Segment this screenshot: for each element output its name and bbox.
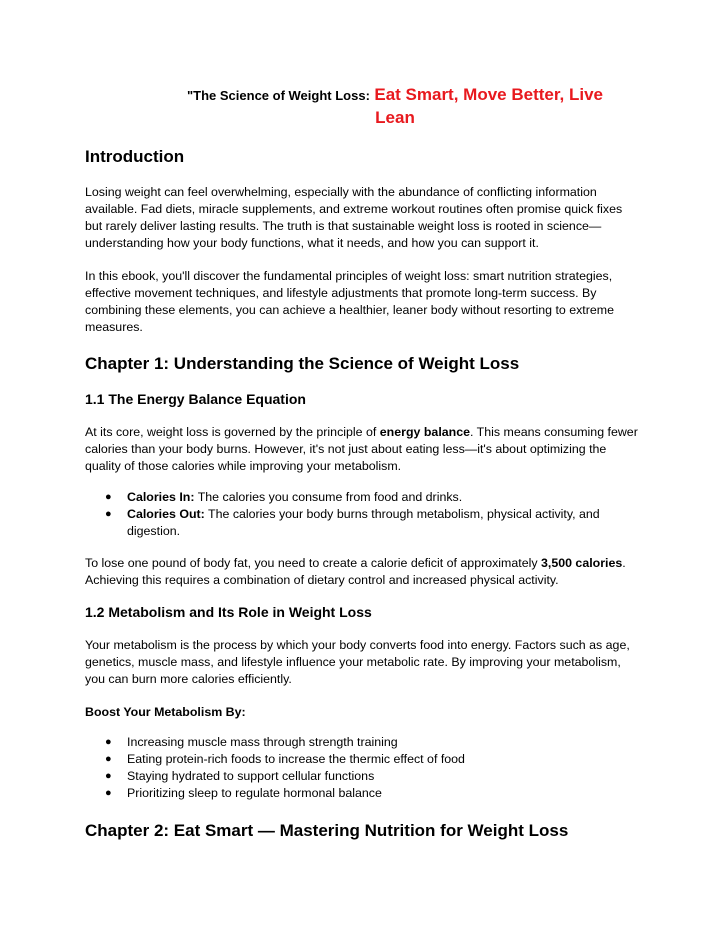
title-main-line1: Eat Smart, Move Better, Live [374,85,603,104]
bullet-icon: ● [105,736,112,748]
section-1-2-heading: 1.2 Metabolism and Its Role in Weight Loss [85,604,372,620]
bullet-icon: ● [105,770,112,782]
intro-paragraph-2: In this ebook, you'll discover the fundamental principles of weight loss: smart nutrition strategies, effective movement techniques, and lifestyle adjustments that promote long-term success. By combining these elements, you can achieve a healthier, leaner body without resorting to extreme measures. [85,269,614,334]
bullet-icon: ● [105,753,112,765]
metabolism-list [85,734,640,802]
intro-heading: Introduction [85,147,185,166]
chapter1-heading: Chapter 1: Understanding the Science of Weight Loss [85,354,520,373]
list-item: ● Calories Out: The calories your body burns through metabolism, physical activity, and digestion. [105,507,600,538]
bullet-icon: ● [105,491,112,503]
boost-metabolism-heading: Boost Your Metabolism By: [85,705,246,719]
chapter2-heading: Chapter 2: Eat Smart — Mastering Nutrition for Weight Loss [85,821,569,840]
intro-paragraph-1: Losing weight can feel overwhelming, especially with the abundance of conflicting information available. Fad diets, miracle supplements, and extreme workout routines often promise quick fixes but rarely deliver lasting results. The truth is that sustainable weight loss is rooted in science—understanding how your body functions, what it needs, and how you can support it. [85,185,623,250]
list-item: ● Prioritizing sleep to regulate hormonal balance [105,786,382,800]
section-1-1-heading: 1.1 The Energy Balance Equation [85,391,306,407]
bullet-icon: ● [105,508,112,520]
bullet-icon: ● [105,787,112,799]
list-item: ● Eating protein-rich foods to increase the thermic effect of food [105,752,465,766]
section-1-1-paragraph: At its core, weight loss is governed by the principle of energy balance. This means consuming fewer calories than your body burns. However, it's not just about eating less—it's about optimizing the quality of those calories while improving your metabolism. [85,425,638,473]
title-main-line2: Lean [375,108,415,127]
title-prefix: "The Science of Weight Loss: [187,88,370,103]
list-item: ● Staying hydrated to support cellular functions [105,769,375,783]
calorie-deficit-paragraph: To lose one pound of body fat, you need to create a calorie deficit of approximately 3,500 calories. Achieving this requires a combination of dietary control and increased physical activity. [85,556,626,587]
list-item: ● Increasing muscle mass through strength training [105,735,398,749]
document-title [150,84,640,130]
calories-list [85,489,640,540]
list-item: ● Calories In: The calories you consume from food and drinks. [105,490,463,504]
section-1-2-paragraph: Your metabolism is the process by which your body converts food into energy. Factors such as age, genetics, muscle mass, and lifestyle influence your metabolic rate. By improving your metabolism, you can burn more calories efficiently. [85,638,630,686]
